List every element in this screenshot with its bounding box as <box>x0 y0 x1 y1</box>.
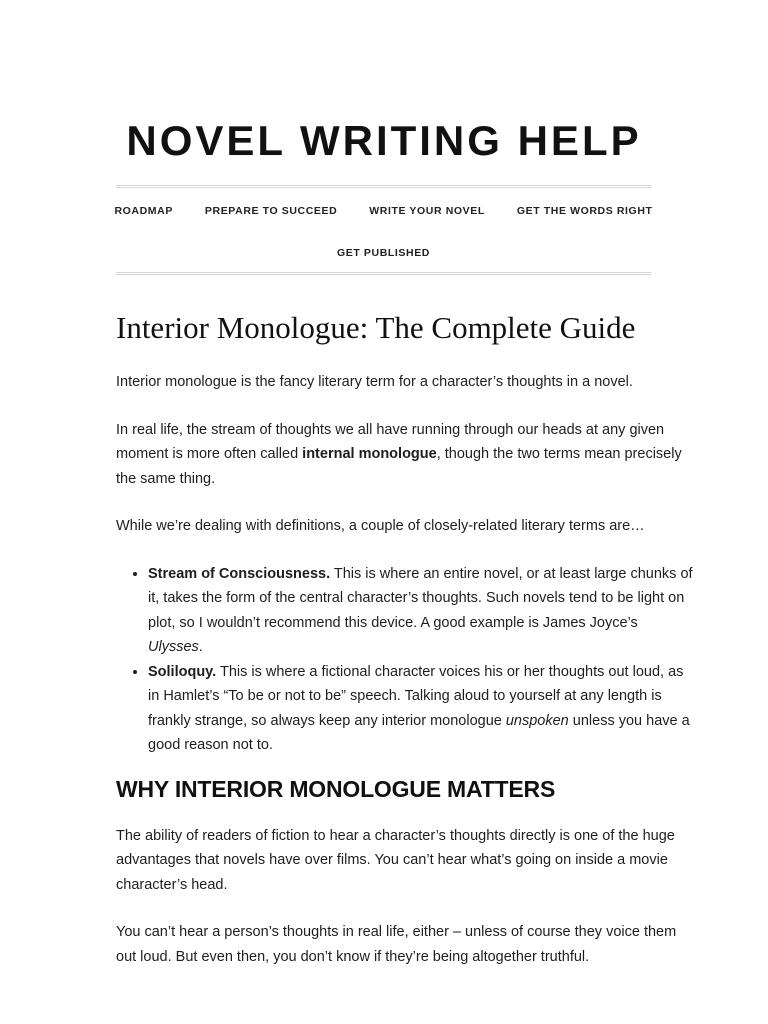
list-item-stream-of-consciousness <box>148 562 696 660</box>
nav-item-get-published[interactable]: GET PUBLISHED <box>337 247 430 259</box>
paragraph-internal-monologue <box>116 418 696 492</box>
paragraph-real-life: You can’t hear a person’s thoughts in real life, either – unless of course they voice them out loud. But even then, you don’t know if they’re being altogether truthful. <box>116 924 677 965</box>
italic-ulysses: Ulysses <box>148 639 199 655</box>
term-soliloquy: Soliloquy. <box>148 663 217 680</box>
paragraph-text: , though the two terms mean precisely the same thing. <box>116 446 682 487</box>
list-item-soliloquy <box>148 660 696 758</box>
italic-unspoken: unspoken <box>505 712 569 729</box>
nav-item-roadmap[interactable]: ROADMAP <box>114 205 173 217</box>
paragraph-text: In real life, the stream of thoughts we all have running through our heads at any given moment is more often called <box>116 421 665 462</box>
definitions-list <box>116 562 696 758</box>
main-navigation <box>116 185 651 275</box>
nav-item-get-the-words-right[interactable]: GET THE WORDS RIGHT <box>516 205 653 217</box>
nav-item-write-your-novel[interactable]: WRITE YOUR NOVEL <box>369 205 485 217</box>
paragraph-definitions: While we’re dealing with definitions, a couple of closely-related literary terms are… <box>116 518 645 534</box>
list-item-text: This is where a fictional character voices his or her thoughts out loud, as in Hamlet’s “To be or not to be” speech. Talking aloud to yourself at any length is frankly strange, so always keep any interior monologue <box>148 663 684 729</box>
list-item-text: unless you have a good reason not to. <box>148 712 690 753</box>
paragraph-novels-vs-films: The ability of readers of fiction to hear a character’s thoughts directly is one of the huge advantages that novels have over films. You can’t hear what’s going on inside a movie character’s head. <box>116 827 675 893</box>
site-title[interactable]: NOVEL WRITING HELP <box>126 117 642 164</box>
paragraph-intro: Interior monologue is the fancy literary term for a character’s thoughts in a novel. <box>116 374 633 390</box>
term-stream-of-consciousness: Stream of Consciousness. <box>148 565 331 582</box>
nav-row <box>116 190 651 232</box>
section-heading: WHY INTERIOR MONOLOGUE MATTERS <box>116 775 556 802</box>
nav-item-prepare-to-succeed[interactable]: PREPARE TO SUCCEED <box>204 205 338 217</box>
list-item-text: . <box>198 639 203 655</box>
nav-row <box>116 232 651 274</box>
article-title: Interior Monologue: The Complete Guide <box>116 310 636 345</box>
article <box>116 300 696 992</box>
bold-term-internal-monologue: internal monologue <box>302 446 437 462</box>
list-item-text: This is where an entire novel, or at least large chunks of it, takes the form of the central character’s thoughts. Such novels tend to be light on plot, so I wouldn’t recommend this device. A good example is James Joyce’s <box>148 565 693 631</box>
